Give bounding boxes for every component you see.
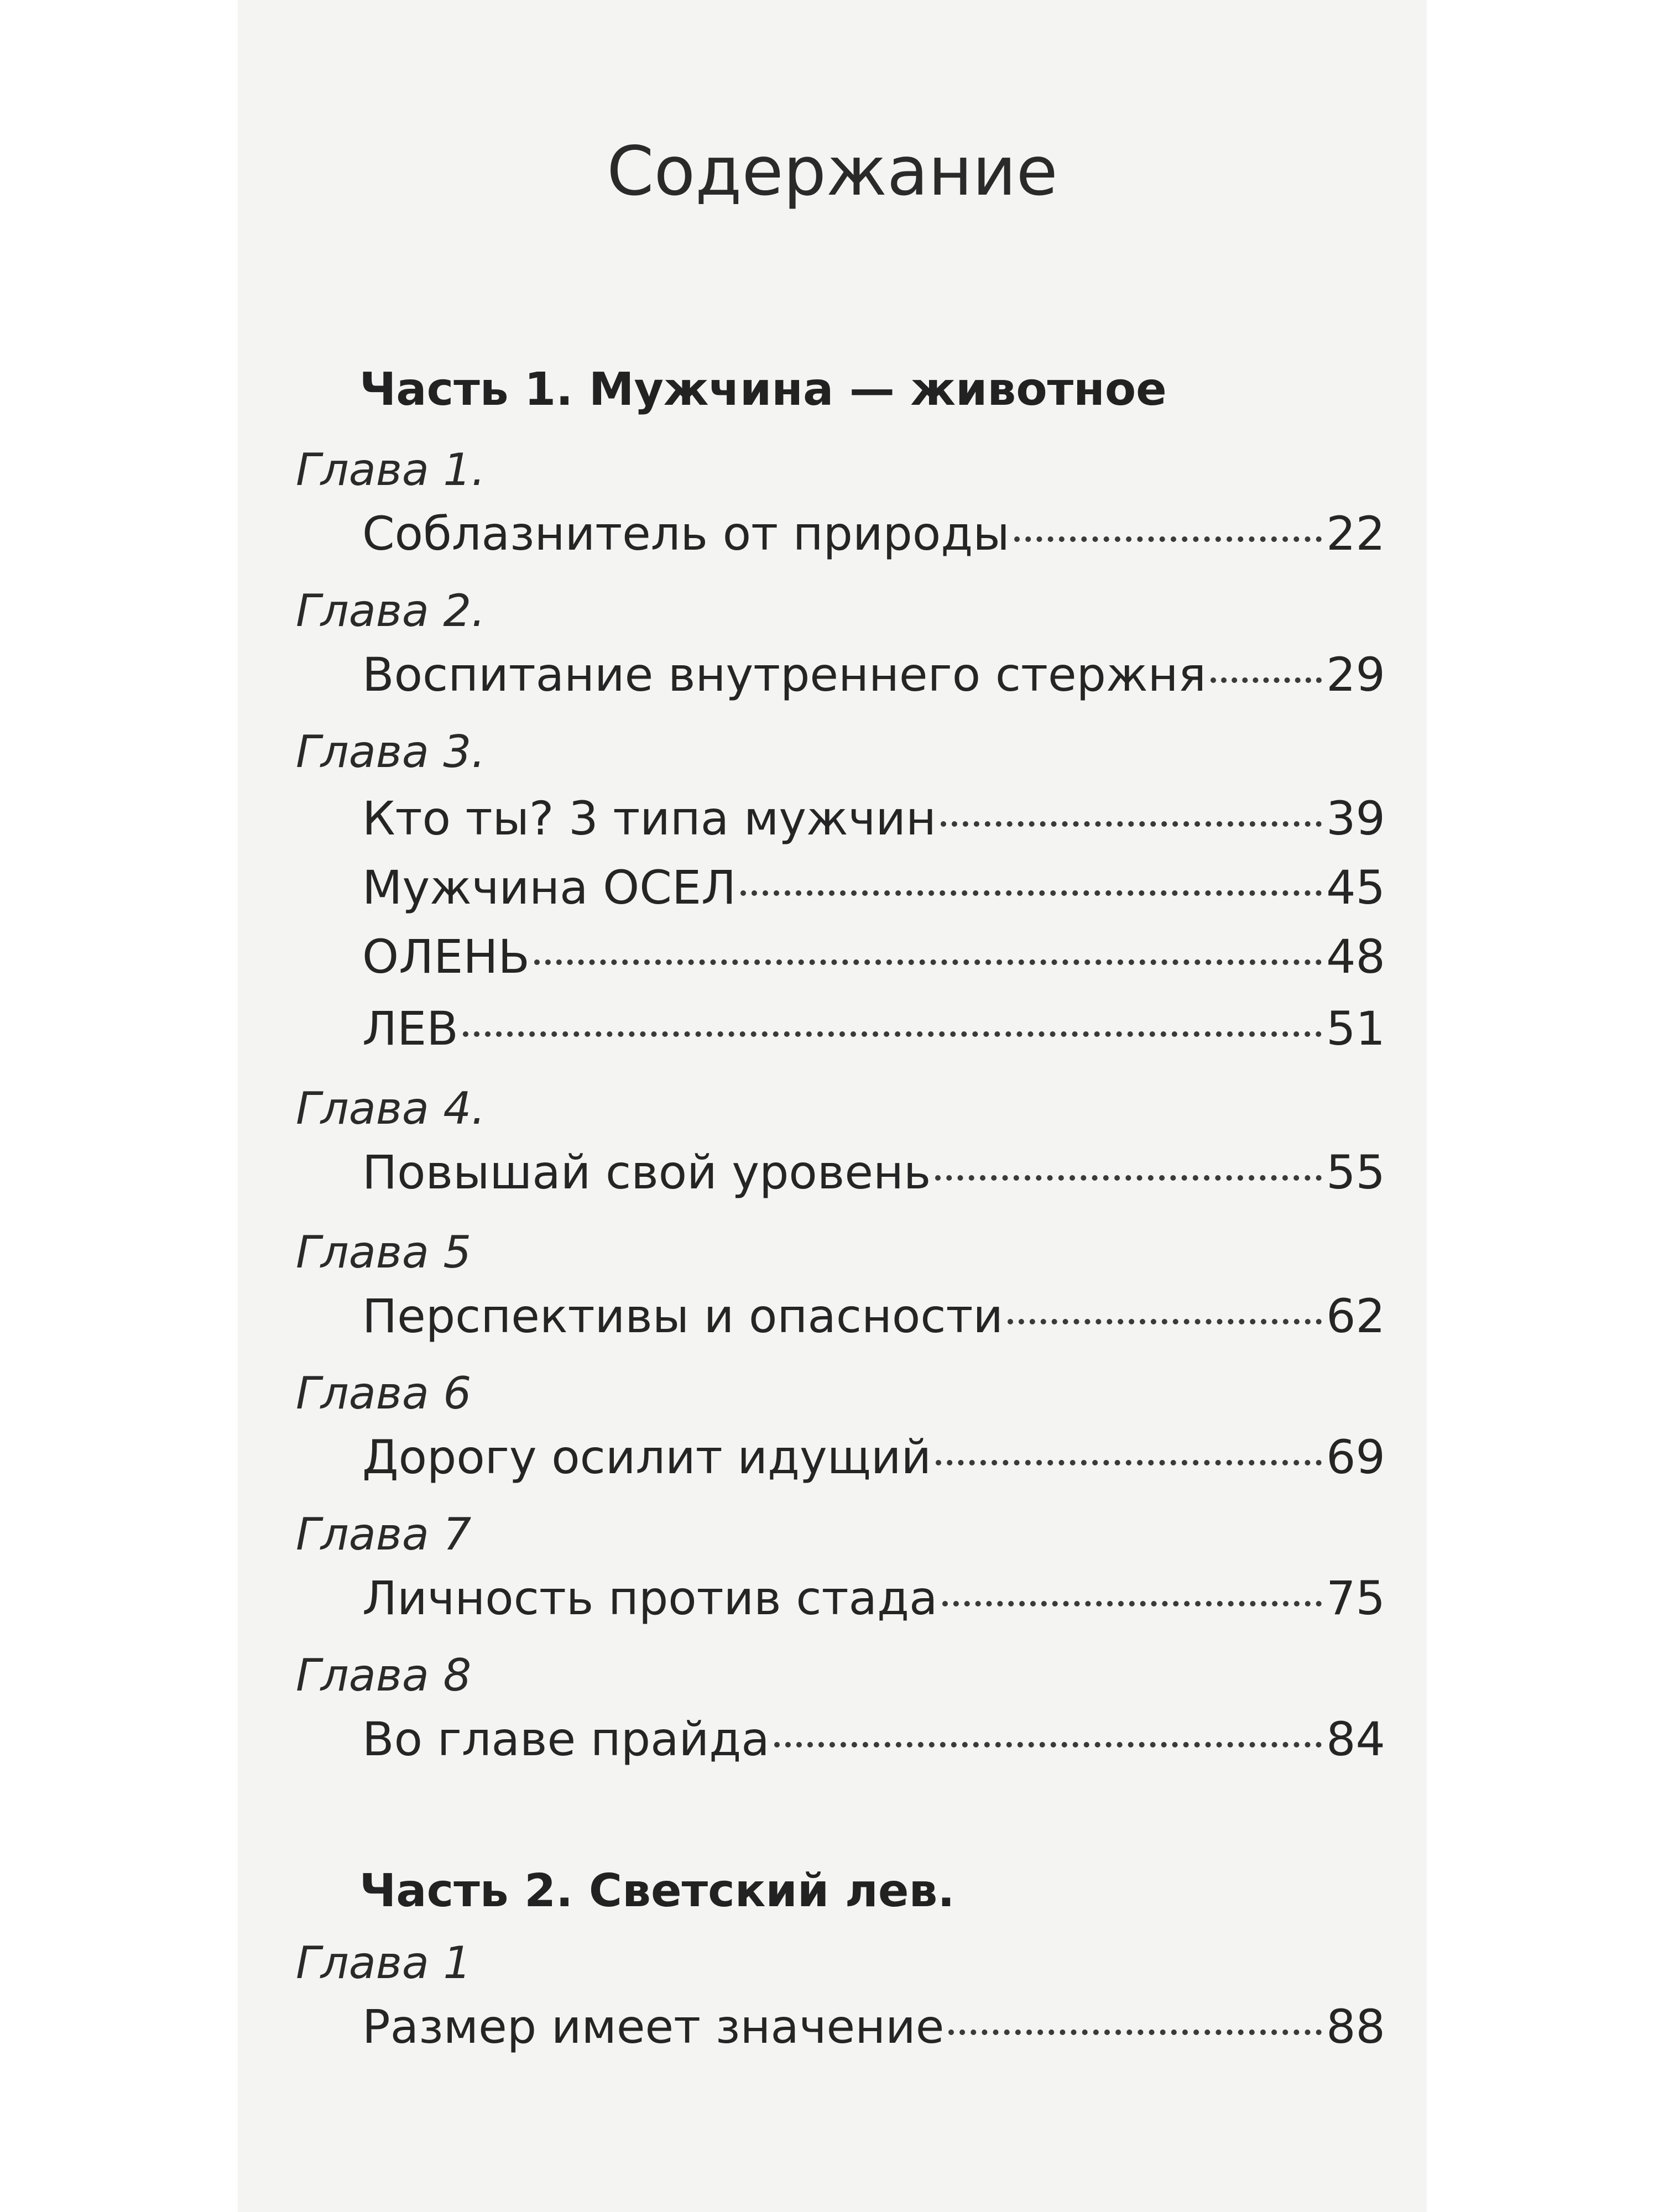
dot-leader [935,1175,1322,1181]
toc-entry-page: 88 [1326,2000,1385,2054]
chapter-label: Глава 1. [296,444,486,495]
chapter-label: Глава 5 [296,1227,472,1278]
toc-entry[interactable] [362,641,1385,708]
toc-entry-title: Повышай свой уровень [362,1145,931,1199]
toc-entry[interactable] [362,785,1385,852]
toc-entry-title: Дорогу осилит идущий [362,1430,932,1484]
toc-entry-page: 29 [1326,648,1385,702]
toc-entry-page: 39 [1326,791,1385,846]
chapter-label: Глава 2. [296,585,486,637]
toc-entry[interactable] [362,1706,1385,1772]
toc-entry-title: Кто ты? 3 типа мужчин [362,791,936,846]
dot-leader [948,2030,1322,2035]
toc-entry[interactable] [362,1139,1385,1206]
toc-entry[interactable] [362,1283,1385,1349]
toc-entry[interactable] [362,1994,1385,2060]
toc-entry[interactable] [362,854,1385,921]
toc-entry-title: ОЛЕНЬ [362,930,530,984]
dot-leader [1014,536,1322,542]
dot-leader [1211,677,1322,683]
toc-entry-page: 75 [1326,1571,1385,1625]
toc-entry-page: 22 [1326,507,1385,561]
toc-entry-title: Размер имеет значение [362,2000,945,2054]
chapter-label: Глава 8 [296,1650,472,1701]
book-page [238,0,1427,2212]
toc-entry-page: 51 [1326,1001,1385,1056]
toc-entry-title: Во главе прайда [362,1712,770,1766]
page-title: Содержание [607,132,1058,211]
toc-entry-page: 69 [1326,1430,1385,1484]
chapter-label: Глава 4. [296,1083,486,1134]
dot-leader [534,959,1322,965]
toc-entry-title: Личность против стада [362,1571,938,1625]
toc-entry-page: 84 [1326,1712,1385,1766]
chapter-label: Глава 6 [296,1368,472,1419]
dot-leader [740,890,1322,896]
toc-entry-page: 45 [1326,860,1385,915]
chapter-label: Глава 1 [296,1937,472,1989]
toc-entry-title: Соблазнитель от природы [362,507,1010,561]
toc-entry[interactable] [362,500,1385,567]
dot-leader [1008,1319,1322,1324]
dot-leader [941,821,1322,827]
dot-leader [463,1031,1322,1037]
toc-entry-title: Мужчина ОСЕЛ [362,860,737,915]
toc-entry[interactable] [362,1565,1385,1631]
toc-entry[interactable] [362,1424,1385,1490]
dot-leader [942,1601,1322,1606]
dot-leader [936,1460,1322,1465]
toc-entry-title: Воспитание внутреннего стержня [362,648,1207,702]
toc-entry-page: 48 [1326,930,1385,984]
toc-entry[interactable] [362,995,1385,1062]
part-heading: Часть 1. Мужчина — животное [359,363,1167,416]
toc-entry-title: Перспективы и опасности [362,1289,1004,1343]
toc-entry-page: 55 [1326,1145,1385,1199]
toc-entry-title: ЛЕВ [362,1001,458,1056]
part-heading: Часть 2. Светский лев. [359,1865,955,1917]
chapter-label: Глава 3. [296,726,486,778]
chapter-label: Глава 7 [296,1509,472,1560]
dot-leader [774,1742,1322,1747]
toc-entry[interactable] [362,924,1385,990]
toc-entry-page: 62 [1326,1289,1385,1343]
